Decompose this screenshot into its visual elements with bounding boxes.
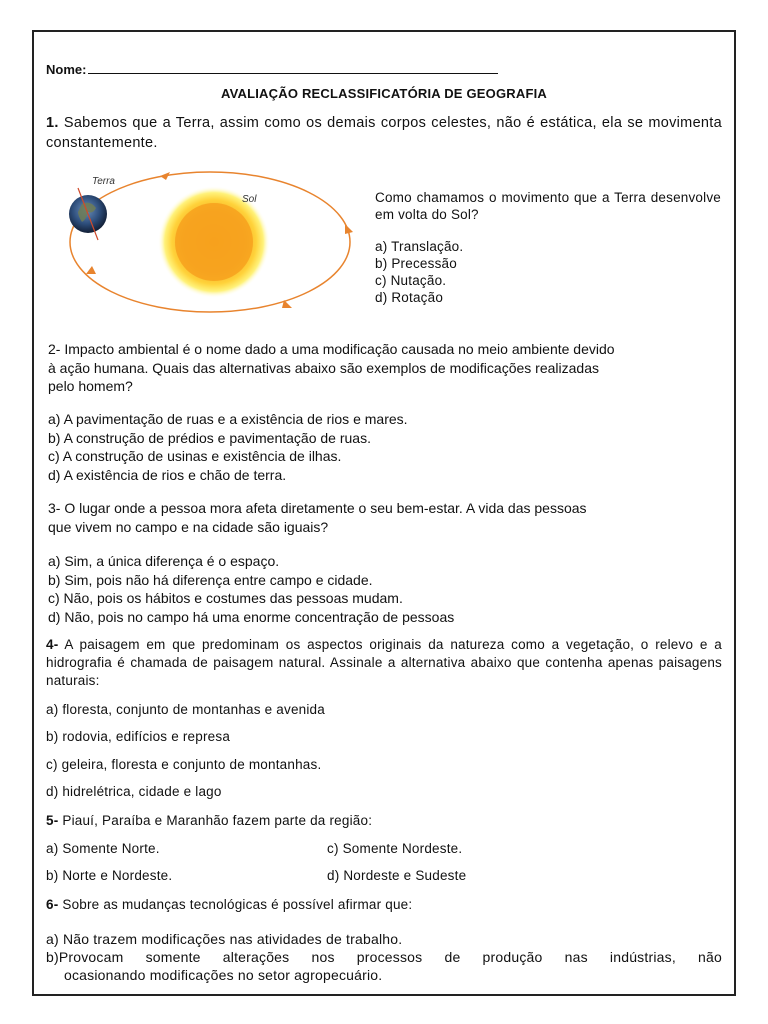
orbit-arrow-icon xyxy=(345,224,353,234)
question-6-number: 6- xyxy=(46,897,59,912)
question-3-statement xyxy=(48,499,688,536)
question-1-option-d[interactable]: d) Rotação xyxy=(375,290,444,305)
question-5-option-c[interactable]: c) Somente Nordeste. xyxy=(327,841,463,856)
question-1-number: 1. xyxy=(46,115,59,131)
orbit-diagram xyxy=(62,162,362,322)
question-1-option-b[interactable]: b) Precessão xyxy=(375,256,457,271)
question-4-option-b[interactable]: b) rodovia, edifícios e represa xyxy=(46,729,231,744)
question-4-statement xyxy=(46,636,722,690)
question-2-option-a[interactable]: a) A pavimentação de ruas e a existência de rios e mares. xyxy=(48,411,408,427)
question-1-text: Sabemos que a Terra, assim como os demais corpos celestes, não é estática, ela se movimenta constantemente. xyxy=(46,115,722,151)
question-6-option-a[interactable]: a) Não trazem modificações nas atividades de trabalho. xyxy=(46,931,403,947)
question-2-line: à ação humana. Quais das alternativas abaixo são exemplos de modificações realizadas xyxy=(48,359,599,376)
question-5-statement xyxy=(46,813,372,828)
question-4-option-c[interactable]: c) geleira, floresta e conjunto de montanhas. xyxy=(46,757,322,772)
question-2-option-d[interactable]: d) A existência de rios e chão de terra. xyxy=(48,466,287,483)
question-3-line: que vivem no campo e na cidade são iguais? xyxy=(48,518,329,535)
question-4-option-a[interactable]: a) floresta, conjunto de montanhas e avenida xyxy=(46,702,325,717)
name-blank-line[interactable] xyxy=(88,61,498,74)
question-5-option-b[interactable]: b) Norte e Nordeste. xyxy=(46,868,173,883)
question-3-option-b[interactable]: b) Sim, pois não há diferença entre campo e cidade. xyxy=(48,571,373,588)
question-4-number: 4- xyxy=(46,637,59,652)
question-6-text: Sobre as mudanças tecnológicas é possível afirmar que: xyxy=(62,897,413,912)
earth-label: Terra xyxy=(92,176,115,187)
question-1-options xyxy=(375,238,463,306)
question-2-option-c[interactable]: c) A construção de usinas e existência de ilhas. xyxy=(48,448,342,464)
question-3-options xyxy=(48,552,454,626)
sun xyxy=(175,203,253,281)
question-3-option-c[interactable]: c) Não, pois os hábitos e costumes das pessoas mudam. xyxy=(48,590,403,606)
question-5-option-d[interactable]: d) Nordeste e Sudeste xyxy=(327,868,467,883)
question-6-option-b-continued: ocasionando modificações no setor agropecuário. xyxy=(64,967,383,983)
question-2-line: 2- Impacto ambiental é o nome dado a uma modificação causada no meio ambiente devido xyxy=(48,341,615,357)
orbit-arrow-icon xyxy=(86,266,96,274)
question-1-statement xyxy=(46,113,722,153)
name-field[interactable] xyxy=(46,61,498,77)
question-6-statement xyxy=(46,897,412,912)
page-title: AVALIAÇÃO RECLASSIFICATÓRIA DE GEOGRAFIA xyxy=(220,86,548,101)
question-6-option-b[interactable]: b)Provocam somente alterações nos processos de produção nas indústrias, não xyxy=(46,949,722,965)
sun-label: Sol xyxy=(242,194,257,205)
question-4-text: A paisagem em que predominam os aspectos originais da natureza como a vegetação, o relevo e a hidrografia é chamada de paisagem natural. Assinale a alternativa abaixo que contenha apenas paisagens naturais: xyxy=(46,637,722,688)
orbit-arrow-icon xyxy=(160,172,170,180)
question-3-line: 3- O lugar onde a pessoa mora afeta diretamente o seu bem-estar. A vida das pessoas xyxy=(48,500,587,516)
name-label: Nome: xyxy=(46,62,87,77)
question-1-option-a[interactable]: a) Translação. xyxy=(375,239,464,254)
question-2-line: pelo homem? xyxy=(48,378,133,394)
question-2-statement xyxy=(48,340,688,396)
question-3-option-a[interactable]: a) Sim, a única diferença é o espaço. xyxy=(48,553,280,569)
question-5-option-a[interactable]: a) Somente Norte. xyxy=(46,841,160,856)
question-2-options xyxy=(48,410,408,484)
question-2-option-b[interactable]: b) A construção de prédios e pavimentação de ruas. xyxy=(48,429,371,446)
question-3-option-d[interactable]: d) Não, pois no campo há uma enorme concentração de pessoas xyxy=(48,608,455,625)
question-1-option-c[interactable]: c) Nutação. xyxy=(375,273,447,288)
question-5-number: 5- xyxy=(46,813,59,828)
question-1-prompt: Como chamamos o movimento que a Terra desenvolve em volta do Sol? xyxy=(375,190,721,222)
question-6-options xyxy=(46,930,722,984)
question-5-text: Piauí, Paraíba e Maranhão fazem parte da região: xyxy=(62,813,373,828)
question-4-option-d[interactable]: d) hidrelétrica, cidade e lago xyxy=(46,784,222,799)
